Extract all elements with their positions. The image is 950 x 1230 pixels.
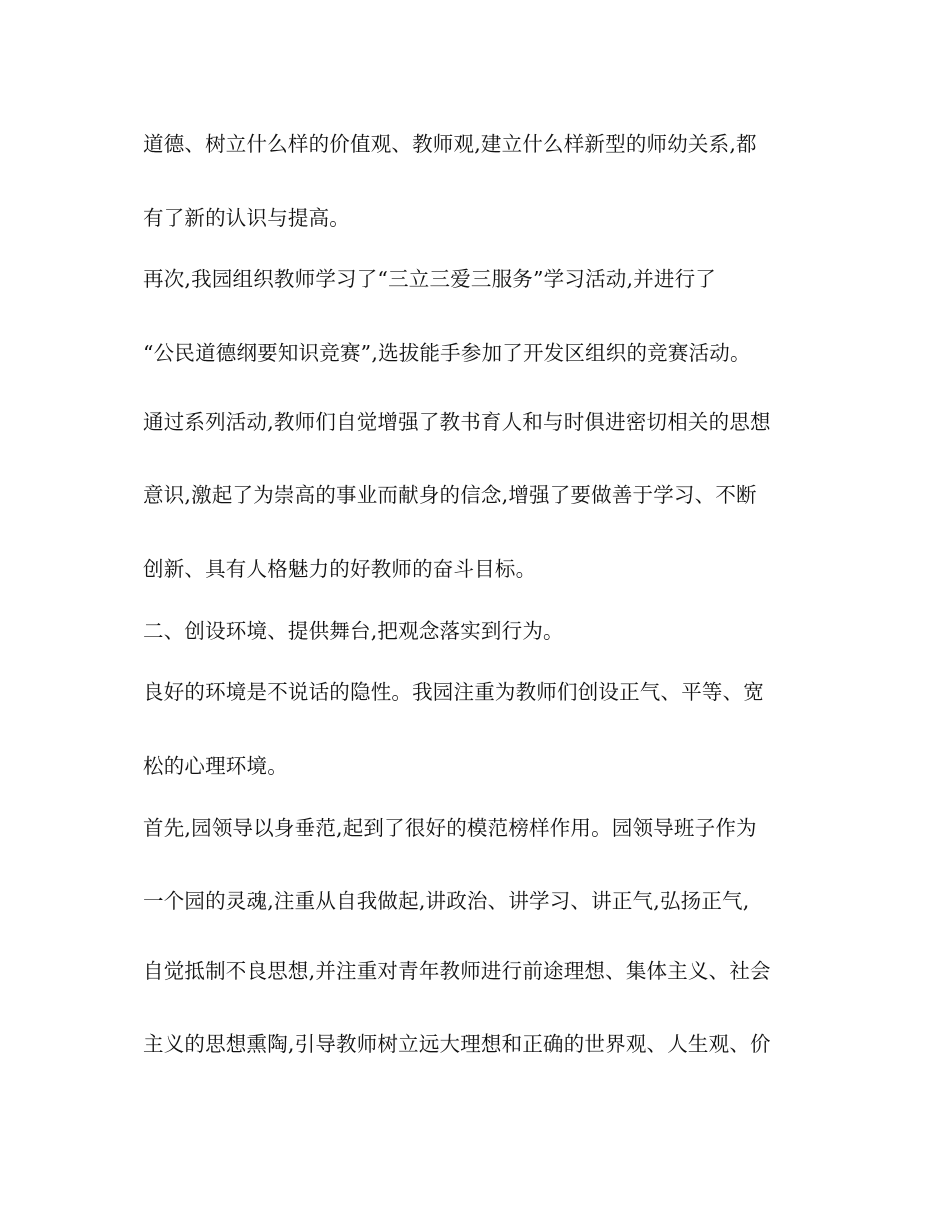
text-line: 良好的环境是不说话的隐性。我园注重为教师们创设正气、平等、宽 <box>143 680 764 704</box>
text-line: 意识,激起了为崇高的事业而献身的信念,增强了要做善于学习、不断 <box>143 483 757 507</box>
section-heading: 二、创设环境、提供舞台,把观念落实到行为。 <box>143 619 564 643</box>
text-line: 创新、具有人格魅力的好教师的奋斗目标。 <box>143 557 537 581</box>
text-line: 道德、树立什么样的价值观、教师观,建立什么样新型的师幼关系,都 <box>143 132 757 156</box>
text-line: 再次,我园组织教师学习了“三立三爱三服务”学习活动,并进行了 <box>143 267 716 291</box>
text-line: “公民道德纲要知识竞赛”,选拔能手参加了开发区组织的竞赛活动。 <box>143 341 751 365</box>
text-line: 一个园的灵魂,注重从自我做起,讲政治、讲学习、讲正气,弘扬正气, <box>143 889 750 913</box>
text-line: 有了新的认识与提高。 <box>143 206 350 230</box>
text-line: 通过系列活动,教师们自觉增强了教书育人和与时俱进密切相关的思想 <box>143 410 771 434</box>
text-line: 主义的思想熏陶,引导教师树立远大理想和正确的世界观、人生观、价 <box>143 1032 771 1056</box>
text-line: 松的心理环境。 <box>143 754 288 778</box>
text-line: 自觉抵制不良思想,并注重对青年教师进行前途理想、集体主义、社会 <box>143 959 771 983</box>
text-line: 首先,园领导以身垂范,起到了很好的模范榜样作用。园领导班子作为 <box>143 816 757 840</box>
